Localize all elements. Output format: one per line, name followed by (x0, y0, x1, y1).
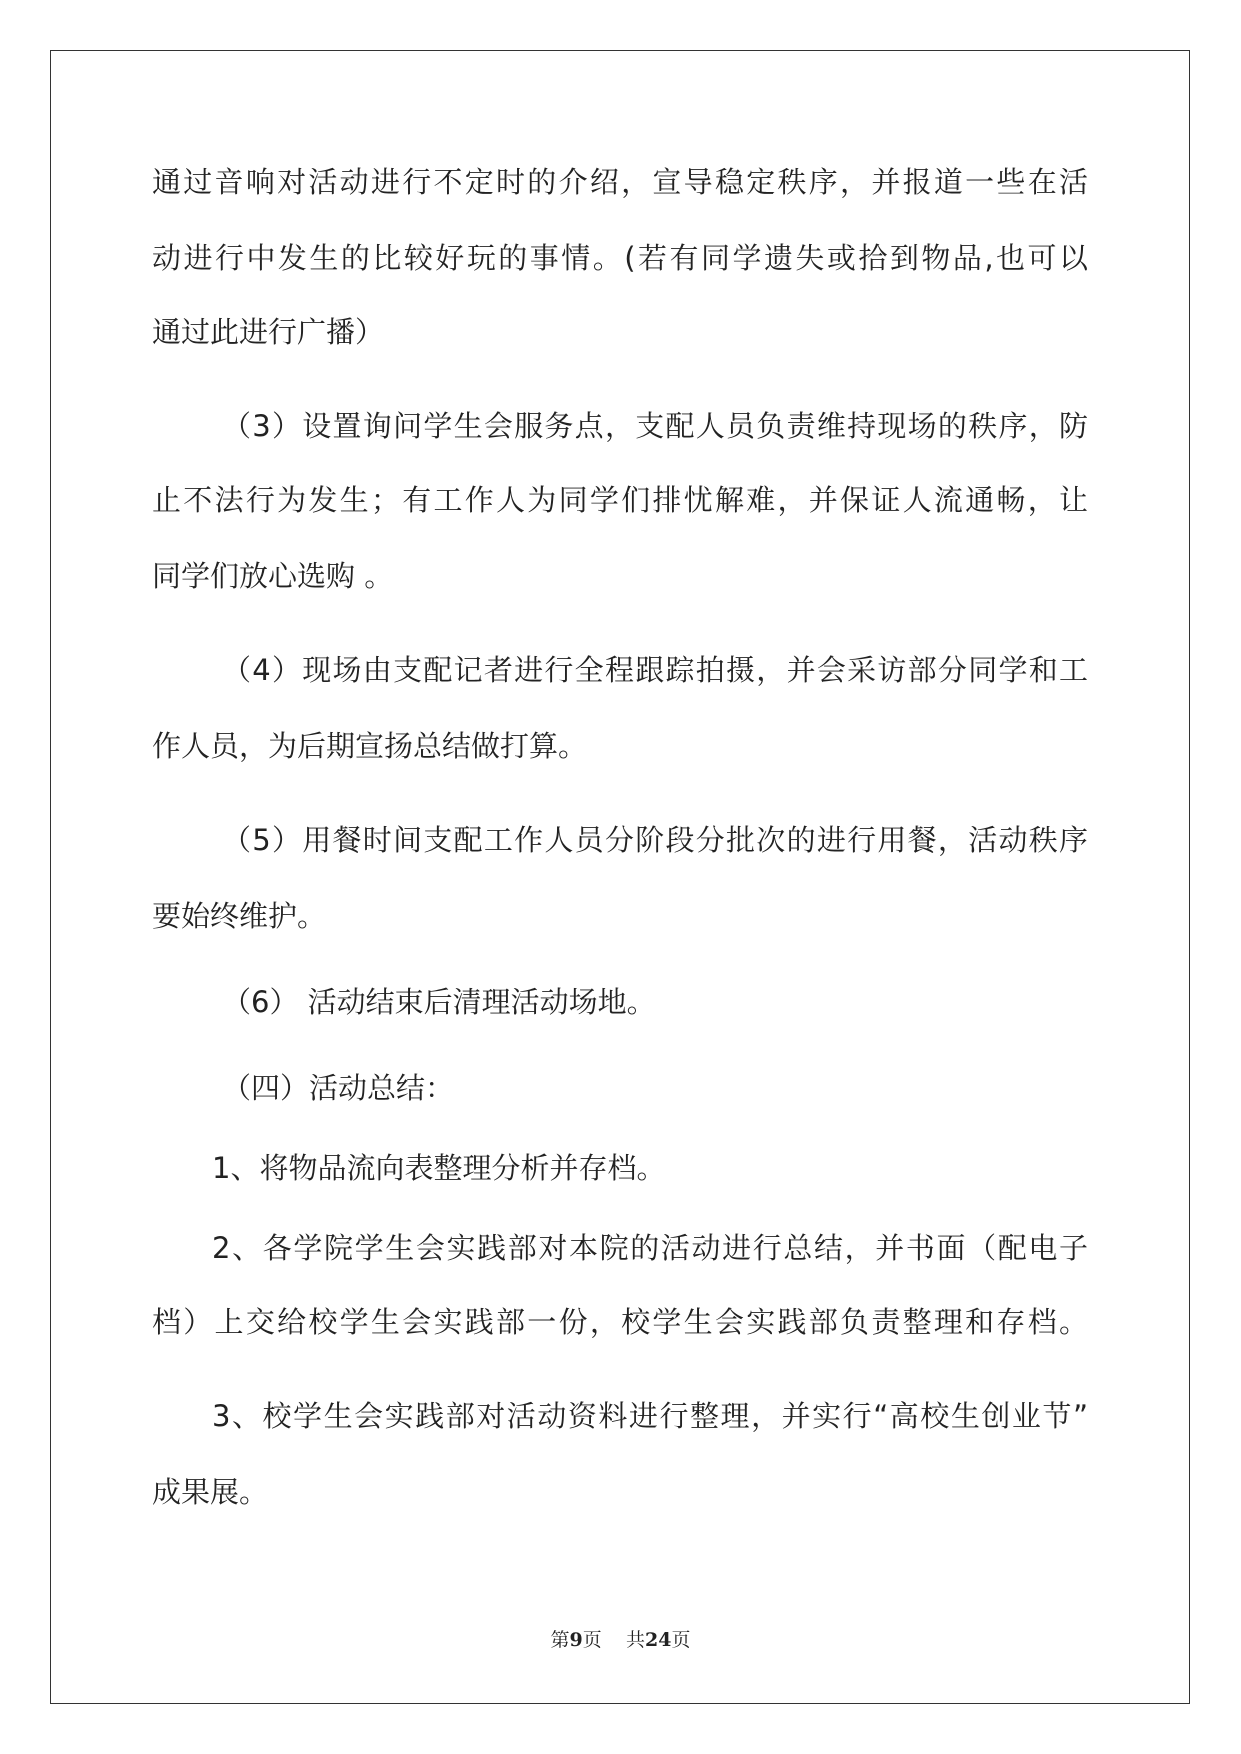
text-line: （4）现场由支配记者进行全程跟踪拍摄，并会采访部分同学和工 (222, 653, 1088, 687)
text-line: 成果展。 (152, 1475, 269, 1509)
text-line: 动进行中发生的比较好玩的事情。(若有同学遗失或拾到物品,也可以 (152, 241, 1088, 275)
text-line: 要始终维护。 (152, 899, 327, 933)
total-page-number: 24 (644, 1629, 672, 1651)
text-line: 止不法行为发生；有工作人为同学们排忧解难，并保证人流通畅，让 (152, 483, 1088, 517)
text-line: （6） 活动结束后清理活动场地。 (222, 985, 656, 1019)
page-footer (0, 1628, 1241, 1652)
text-line: 档）上交给校学生会实践部一份，校学生会实践部负责整理和存档。 (152, 1305, 1088, 1339)
footer-page-suffix: 页 (582, 1629, 602, 1651)
text-line: 同学们放心选购 。 (152, 559, 394, 593)
page-border (50, 50, 1190, 1704)
text-line: 1、将物品流向表整理分析并存档。 (212, 1151, 666, 1185)
text-line: 3、校学生会实践部对活动资料进行整理，并实行“高校生创业节” (212, 1399, 1088, 1433)
text-line: （四）活动总结： (222, 1071, 455, 1105)
text-line: （5）用餐时间支配工作人员分阶段分批次的进行用餐，活动秩序 (222, 823, 1088, 857)
text-line: 通过此进行广播） (152, 315, 385, 349)
text-line: 2、各学院学生会实践部对本院的活动进行总结，并书面（配电子 (212, 1231, 1088, 1265)
text-line: 通过音响对活动进行不定时的介绍，宣导稳定秩序，并报道一些在活 (152, 165, 1088, 199)
current-page-number: 9 (569, 1629, 583, 1651)
footer-total-prefix: 共 (625, 1629, 645, 1651)
footer-total-suffix: 页 (671, 1629, 691, 1651)
text-line: （3）设置询问学生会服务点，支配人员负责维持现场的秩序，防 (222, 409, 1088, 443)
text-line: 作人员，为后期宣扬总结做打算。 (152, 729, 588, 763)
footer-prefix: 第 (550, 1629, 570, 1651)
